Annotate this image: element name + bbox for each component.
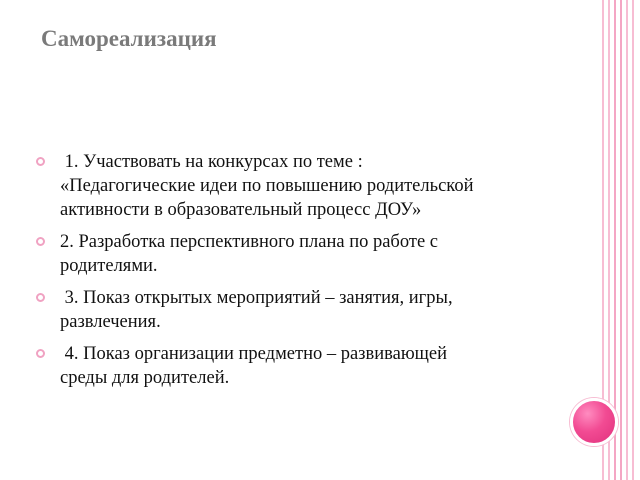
bullet-icon — [36, 349, 45, 358]
stripe — [632, 0, 634, 480]
slide-title: Самореализация — [41, 26, 217, 51]
stripe — [620, 0, 622, 480]
stripe — [626, 0, 628, 480]
list-item-text: 1. Участвовать на конкурсах по теме : «Педагогические идеи по повышению родительской активности в образовательный процесс ДОУ» — [60, 152, 474, 220]
list-item-text: 3. Показ открытых мероприятий – занятия, игры, развлечения. — [60, 288, 453, 332]
list-item-text: 4. Показ организации предметно – развивающей среды для родителей. — [60, 344, 448, 388]
list-item — [36, 342, 556, 390]
stripe — [614, 0, 616, 480]
bullet-list — [36, 150, 556, 398]
list-item — [36, 150, 556, 222]
bullet-icon — [36, 237, 45, 246]
list-item — [36, 286, 556, 334]
bullet-icon — [36, 157, 45, 166]
list-item-text: 2. Разработка перспективного плана по работе с родителями. — [60, 232, 438, 276]
decorative-circle-icon — [570, 398, 618, 446]
bullet-icon — [36, 293, 45, 302]
list-item — [36, 230, 556, 278]
